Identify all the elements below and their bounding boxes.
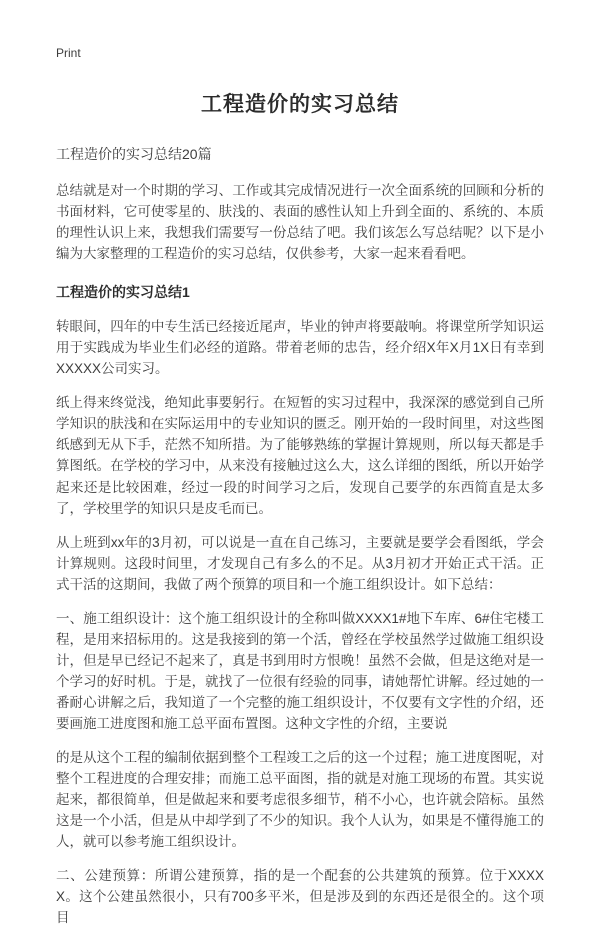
section-heading: 工程造价的实习总结1 xyxy=(56,284,190,301)
print-link[interactable]: Print xyxy=(56,46,81,60)
paragraph: 转眼间，四年的中专生活已经接近尾声，毕业的钟声将要敲响。将课堂所学知识运用于实践成为毕业生们必经的道路。带着老师的忠告，经介绍X年X月1X日有幸到XXXXX公司实习。 xyxy=(56,319,544,377)
paragraph: 从上班到xx年的3月初，可以说是一直在自己练习，主要就是要学会看图纸，学会计算规则。这段时间里，才发现自己有多么的不足。从3月初才开始正式干活。正式干活的这期间，我做了两个预算的项目和一个施工组织设计。如下总结： xyxy=(56,534,544,592)
paragraph: 总结就是对一个时期的学习、工作或其完成情况进行一次全面系统的回顾和分析的书面材料，它可使零星的、肤浅的、表面的感性认知上升到全面的、系统的、本质的理性认识上来，我想我们需要写一份总结了吧。我们该怎么写总结呢？以下是小编为大家整理的工程造价的实习总结，仅供参考，大家一起来看看吧。 xyxy=(56,183,544,262)
page-subtitle: 工程造价的实习总结20篇 xyxy=(56,146,212,162)
page-title: 工程造价的实习总结 xyxy=(201,93,399,116)
paragraph: 一、施工组织设计：这个施工组织设计的全称叫做XXXX1#地下车库、6#住宅楼工程，是用来招标用的。这是我接到的第一个活，曾经在学校虽然学过做施工组织设计，但是早已经记不起来了，真是书到用时方恨晚！虽然不会做，但是这绝对是一个学习的好时机。于是，就找了一位很有经验的同事，请她帮忙讲解。经过她的一番耐心讲解之后，我知道了一个完整的施工组织设计，不仅要有文字性的介绍，还要画施工进度图和施工总平面布置图。这种文字性的介绍，主要说 xyxy=(56,610,544,731)
paragraph: 二、公建预算：所谓公建预算，指的是一个配套的公共建筑的预算。位于XXXXX。这个公建虽然很小，只有700多平米，但是涉及到的东西还是很全的。这个项目 xyxy=(56,868,544,926)
paragraph: 纸上得来终觉浅，绝知此事要躬行。在短暂的实习过程中，我深深的感觉到自己所学知识的肤浅和在实际运用中的专业知识的匮乏。刚开始的一段时间里，对这些图纸感到无从下手，茫然不知所措。为了能够熟练的掌握计算规则，所以每天都是手算图纸。在学校的学习中，从来没有接触过这么大，这么详细的图纸，所以开始学起来还是比较困难，经过一段的时间学习之后，发现自己要学的东西简直是太多了，学校里学的知识只是皮毛而已。 xyxy=(56,395,544,516)
paragraph: 的是从这个工程的编制依据到整个工程竣工之后的这一个过程；施工进度图呢，对整个工程进度的合理安排；而施工总平面图，指的就是对施工现场的布置。其实说起来，都很简单，但是做起来和要考虑很多细节，稍不小心，也许就会陪标。虽然这是一个小活，但是从中却学到了不少的知识。我个人认为，如果是不懂得施工的人，就可以参考施工组织设计。 xyxy=(56,750,544,850)
document-content xyxy=(56,180,544,928)
